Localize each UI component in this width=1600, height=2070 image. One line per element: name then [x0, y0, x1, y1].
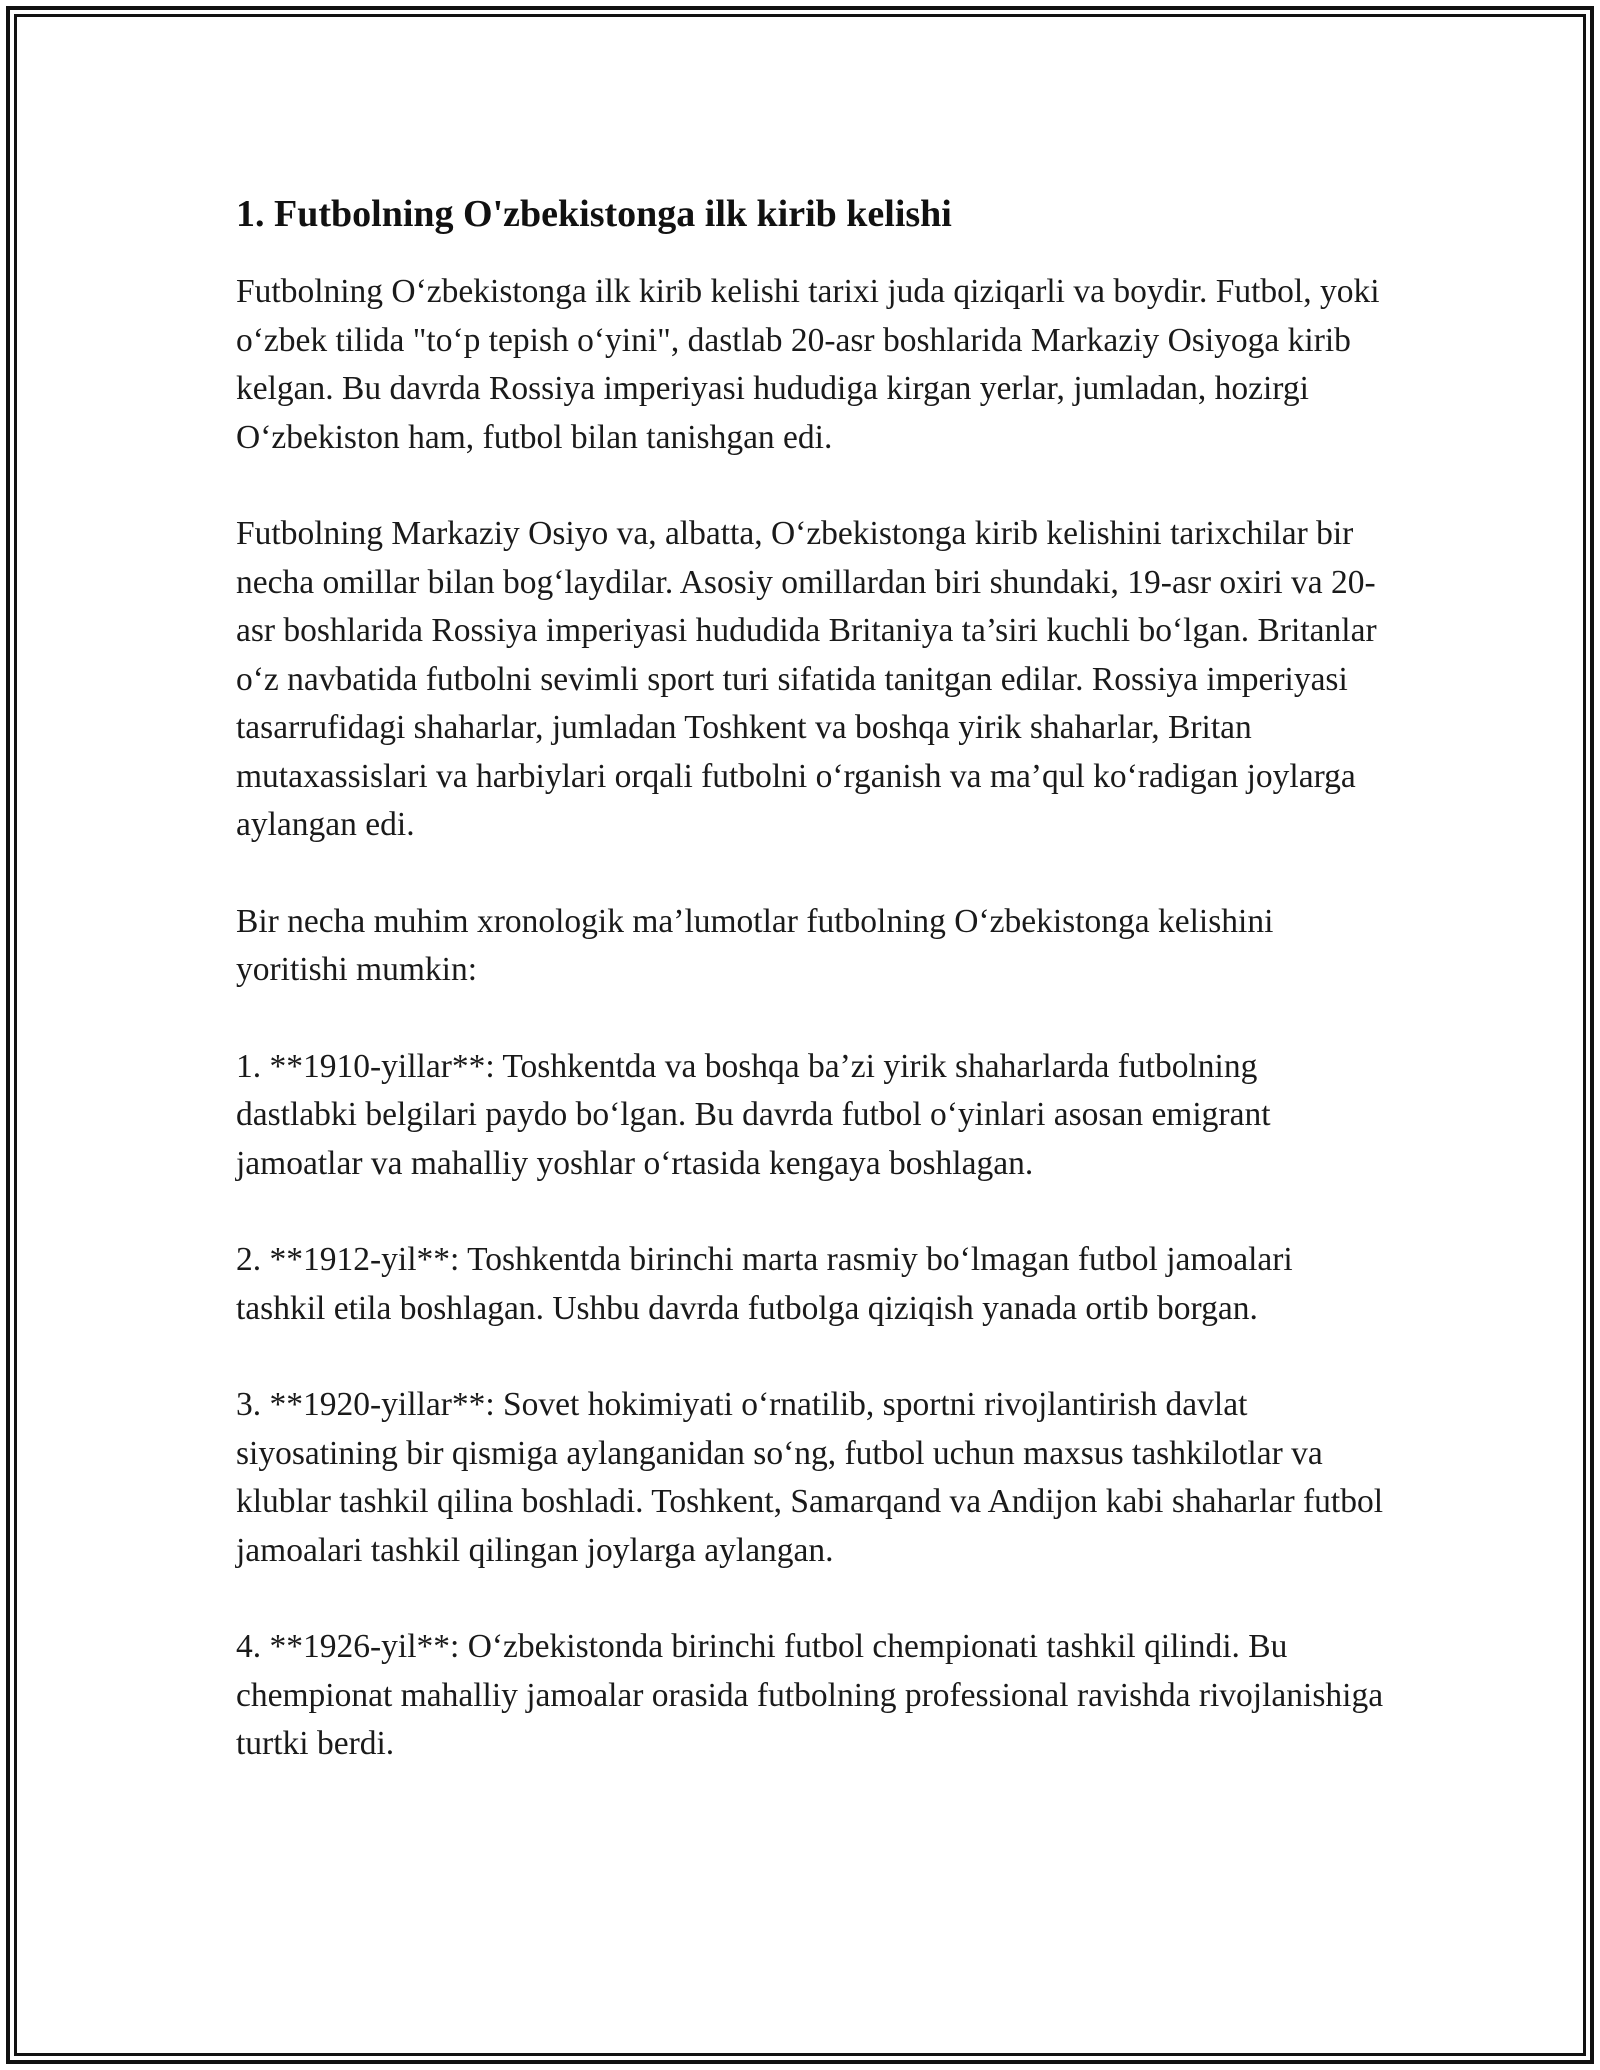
- list-item-1910s: 1. **1910-yillar**: Toshkentda va boshqa ba’zi yirik shaharlarda futbolning dastlabki belgilari paydo bo‘lgan. Bu davrda futbol o‘yinlari asosan emigrant jamoatlar va mahalliy yoshlar o‘rtasida kengaya boshlagan.: [236, 1047, 1271, 1182]
- list-item-1926: 4. **1926-yil**: O‘zbekistonda birinchi futbol chempionati tashkil qilindi. Bu chempionat mahalliy jamoalar orasida futbolning professional ravishda rivojlanishiga turtki berdi.: [236, 1628, 1384, 1762]
- list-item-1920s: 3. **1920-yillar**: Sovet hokimiyati o‘rnatilib, sportni rivojlantirish davlat siyosatining bir qismiga aylanganidan so‘ng, futbol uchun maxsus tashkilotlar va klublar tashkil qilina boshladi. Toshkent, Samarqand va Andijon kabi shaharlar futbol jamoalari tashkil qilingan joylarga aylangan.: [236, 1386, 1383, 1569]
- document-body: [236, 186, 1386, 1769]
- paragraph-intro: Futbolning O‘zbekistonga ilk kirib kelishi tarixi juda qiziqarli va boydir. Futbol, yoki o‘zbek tilida "to‘p tepish o‘yini", dastlab 20-asr boshlarida Markaziy Osiyoga kirib kelgan. Bu davrda Rossiya imperiyasi hududiga kirgan yerlar, jumladan, hozirgi O‘zbekiston ham, futbol bilan tanishgan edi.: [236, 273, 1380, 456]
- section-heading: 1. Futbolning O'zbekistonga ilk kirib kelishi: [236, 193, 952, 235]
- paragraph-factors: Futbolning Markaziy Osiyo va, albatta, O‘zbekistonga kirib kelishini tarixchilar bir necha omillar bilan bog‘laydilar. Asosiy omillardan biri shundaki, 19-asr oxiri va 20-asr boshlarida Rossiya imperiyasi hududida Britaniya ta’siri kuchli bo‘lgan. Britanlar o‘z navbatida futbolni sevimli sport turi sifatida tanitgan edilar. Rossiya imperiyasi tasarrufidagi shaharlar, jumladan Toshkent va boshqa yirik shaharlar, Britan mutaxassislari va harbiylari orqali futbolni o‘rganish va ma’qul ko‘radigan joylarga aylangan edi.: [236, 515, 1377, 843]
- list-item-1912: 2. **1912-yil**: Toshkentda birinchi marta rasmiy bo‘lmagan futbol jamoalari tashkil etila boshlagan. Ushbu davrda futbolga qiziqish yanada ortib borgan.: [236, 1241, 1293, 1327]
- paragraph-chronology-intro: Bir necha muhim xronologik ma’lumotlar futbolning O‘zbekistonga kelishini yoritishi mumkin:: [236, 902, 1274, 988]
